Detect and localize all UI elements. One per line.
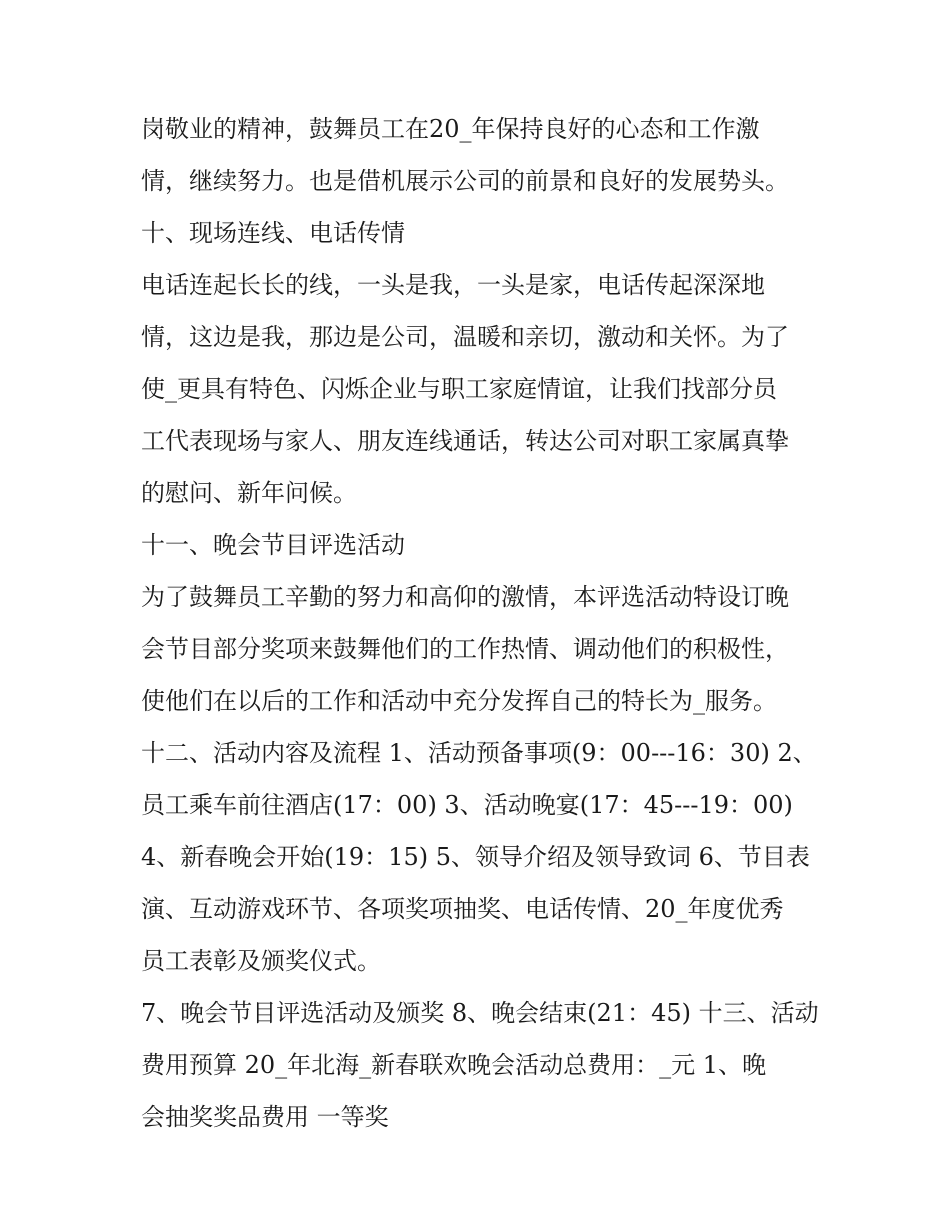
section-heading-12: 十二、活动内容及流程 1、活动预备事项(9：00---16：30) 2、 [141, 739, 817, 767]
text-line-2: 情，继续努力。也是借机展示公司的前景和良好的发展势头。 [141, 167, 789, 195]
text-line-7: 工代表现场与家人、朋友连线通话，转达公司对职工家属真挚 [141, 427, 789, 455]
text-line-11: 会节目部分奖项来鼓舞他们的工作热情、调动他们的积极性， [141, 635, 789, 663]
section-heading-10: 十、现场连线、电话传情 [141, 219, 405, 247]
text-line-6: 使_更具有特色、闪烁企业与职工家庭情谊，让我们找部分员 [141, 375, 777, 403]
text-line-16: 演、互动游戏环节、各项奖项抽奖、电话传情、20_年度优秀 [141, 895, 784, 923]
text-line-4: 电话连起长长的线，一头是我，一头是家，电话传起深深地 [141, 271, 765, 299]
text-line-14: 员工乘车前往酒店(17：00) 3、活动晚宴(17：45---19：00) [141, 791, 793, 819]
text-line-19: 费用预算 20_年北海_新春联欢晚会活动总费用：_元 1、晚 [141, 1051, 767, 1079]
text-line-18: 7、晚会节目评选活动及颁奖 8、晚会结束(21：45) 十三、活动 [141, 999, 819, 1027]
section-heading-11: 十一、晚会节目评选活动 [141, 531, 405, 559]
text-line-10: 为了鼓舞员工辛勤的努力和高仰的激情，本评选活动特设订晚 [141, 583, 789, 611]
text-line-17: 员工表彰及颁奖仪式。 [141, 947, 381, 975]
text-line-12: 使他们在以后的工作和活动中充分发挥自己的特长为_服务。 [141, 687, 777, 715]
text-line-5: 情，这边是我，那边是公司，温暖和亲切，激动和关怀。为了 [141, 323, 789, 351]
text-line-8: 的慰问、新年问候。 [141, 479, 357, 507]
text-line-1: 岗敬业的精神，鼓舞员工在20_年保持良好的心态和工作激 [141, 115, 760, 143]
text-line-20: 会抽奖奖品费用 一等奖 [141, 1103, 389, 1131]
text-line-15: 4、新春晚会开始(19：15) 5、领导介绍及领导致词 6、节目表 [141, 843, 810, 871]
